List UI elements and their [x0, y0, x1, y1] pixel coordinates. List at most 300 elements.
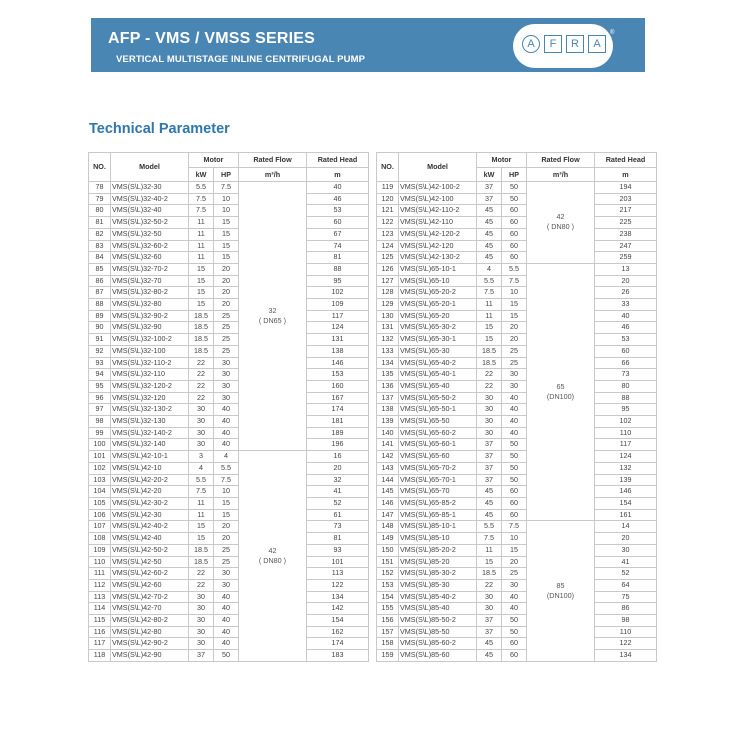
- cell-hp: 20: [502, 334, 527, 346]
- cell-model: VMS(S\L)42-70: [111, 603, 189, 615]
- cell-head: 88: [307, 263, 369, 275]
- cell-hp: 15: [214, 252, 239, 264]
- cell-head: 113: [307, 568, 369, 580]
- table-row: [377, 615, 657, 627]
- cell-hp: 10: [214, 486, 239, 498]
- cell-model: VMS(S\L)42-40: [111, 533, 189, 545]
- cell-no: 91: [89, 334, 111, 346]
- cell-head: 174: [307, 638, 369, 650]
- cell-no: 94: [89, 369, 111, 381]
- cell-hp: 30: [214, 357, 239, 369]
- col-header-head-unit: m: [307, 167, 369, 182]
- cell-no: 80: [89, 205, 111, 217]
- cell-head: 95: [307, 275, 369, 287]
- cell-head: 146: [307, 357, 369, 369]
- table-row: [377, 275, 657, 287]
- cell-kw: 4: [189, 462, 214, 474]
- cell-model: VMS(S\L)42-60-2: [111, 568, 189, 580]
- cell-no: 123: [377, 228, 399, 240]
- cell-head: 41: [307, 486, 369, 498]
- table-row: [89, 392, 369, 404]
- cell-model: VMS(S\L)65-30-2: [399, 322, 477, 334]
- table-row: [377, 591, 657, 603]
- cell-rated-flow: [527, 263, 595, 520]
- cell-kw: 37: [477, 182, 502, 194]
- cell-no: 112: [89, 579, 111, 591]
- cell-head: 117: [595, 439, 657, 451]
- cell-no: 127: [377, 275, 399, 287]
- cell-kw: 4: [477, 263, 502, 275]
- cell-no: 154: [377, 591, 399, 603]
- cell-kw: 22: [477, 369, 502, 381]
- cell-head: 66: [595, 357, 657, 369]
- cell-kw: 37: [477, 193, 502, 205]
- cell-no: 148: [377, 521, 399, 533]
- parameter-table-right: [376, 152, 657, 662]
- rated-flow-dn: ( DN65 ): [258, 316, 287, 326]
- cell-no: 100: [89, 439, 111, 451]
- cell-no: 83: [89, 240, 111, 252]
- cell-no: 157: [377, 626, 399, 638]
- cell-model: VMS(S\L)32-140: [111, 439, 189, 451]
- cell-model: VMS(S\L)42-100: [399, 193, 477, 205]
- cell-hp: 25: [214, 556, 239, 568]
- cell-model: VMS(S\L)32-120-2: [111, 380, 189, 392]
- cell-model: VMS(S\L)32-110: [111, 369, 189, 381]
- cell-no: 118: [89, 650, 111, 662]
- cell-hp: 5.5: [214, 462, 239, 474]
- cell-head: 93: [307, 544, 369, 556]
- cell-no: 137: [377, 392, 399, 404]
- cell-model: VMS(S\L)32-80: [111, 299, 189, 311]
- cell-hp: 25: [214, 345, 239, 357]
- cell-kw: 45: [477, 205, 502, 217]
- cell-head: 142: [307, 603, 369, 615]
- cell-model: VMS(S\L)32-100-2: [111, 334, 189, 346]
- cell-head: 124: [307, 322, 369, 334]
- cell-head: 259: [595, 252, 657, 264]
- cell-no: 96: [89, 392, 111, 404]
- cell-hp: 50: [502, 474, 527, 486]
- cell-hp: 5.5: [502, 263, 527, 275]
- cell-no: 124: [377, 240, 399, 252]
- cell-model: VMS(S\L)42-70-2: [111, 591, 189, 603]
- cell-kw: 3: [189, 451, 214, 463]
- cell-no: 107: [89, 521, 111, 533]
- cell-kw: 7.5: [189, 486, 214, 498]
- cell-no: 109: [89, 544, 111, 556]
- table-row: [89, 287, 369, 299]
- cell-head: 80: [595, 380, 657, 392]
- cell-hp: 20: [502, 556, 527, 568]
- cell-kw: 5.5: [477, 521, 502, 533]
- cell-hp: 40: [502, 603, 527, 615]
- cell-kw: 22: [189, 369, 214, 381]
- cell-model: VMS(S\L)85-20: [399, 556, 477, 568]
- table-row: [89, 357, 369, 369]
- cell-kw: 30: [189, 591, 214, 603]
- cell-model: VMS(S\L)65-10: [399, 275, 477, 287]
- col-header-flow: Rated Flow: [527, 153, 595, 168]
- cell-head: 110: [595, 427, 657, 439]
- cell-head: 60: [307, 217, 369, 229]
- table-row: [89, 228, 369, 240]
- cell-hp: 40: [214, 404, 239, 416]
- col-header-head: Rated Head: [595, 153, 657, 168]
- col-header-kw: kW: [477, 167, 502, 182]
- cell-head: 86: [595, 603, 657, 615]
- cell-hp: 30: [502, 380, 527, 392]
- table-row: [89, 217, 369, 229]
- cell-kw: 11: [189, 240, 214, 252]
- rated-flow-value: 42: [268, 546, 277, 555]
- table-row: [89, 603, 369, 615]
- cell-head: 153: [307, 369, 369, 381]
- cell-no: 104: [89, 486, 111, 498]
- table-row: [89, 322, 369, 334]
- table-row: [377, 638, 657, 650]
- cell-kw: 45: [477, 497, 502, 509]
- table-row: [377, 404, 657, 416]
- table-row: [89, 509, 369, 521]
- table-row: [89, 427, 369, 439]
- cell-head: 95: [595, 404, 657, 416]
- cell-head: 46: [307, 193, 369, 205]
- cell-model: VMS(S\L)85-50-2: [399, 615, 477, 627]
- cell-no: 138: [377, 404, 399, 416]
- cell-hp: 30: [214, 579, 239, 591]
- cell-model: VMS(S\L)42-10-1: [111, 451, 189, 463]
- cell-model: VMS(S\L)32-100: [111, 345, 189, 357]
- cell-model: VMS(S\L)32-80-2: [111, 287, 189, 299]
- cell-no: 119: [377, 182, 399, 194]
- cell-head: 30: [595, 544, 657, 556]
- table-row: [89, 416, 369, 428]
- cell-model: VMS(S\L)65-40-1: [399, 369, 477, 381]
- cell-kw: 5.5: [477, 275, 502, 287]
- table-row: [89, 182, 369, 194]
- cell-rated-flow: [527, 182, 595, 264]
- table-row: [89, 474, 369, 486]
- cell-model: VMS(S\L)65-85-2: [399, 497, 477, 509]
- cell-head: 134: [307, 591, 369, 603]
- cell-model: VMS(S\L)42-110-2: [399, 205, 477, 217]
- cell-model: VMS(S\L)65-60-1: [399, 439, 477, 451]
- cell-head: 73: [595, 369, 657, 381]
- col-header-hp: HP: [214, 167, 239, 182]
- cell-model: VMS(S\L)42-50: [111, 556, 189, 568]
- cell-head: 110: [595, 626, 657, 638]
- cell-hp: 25: [502, 345, 527, 357]
- cell-hp: 40: [214, 638, 239, 650]
- col-header-no: NO.: [377, 153, 399, 182]
- cell-kw: 18.5: [189, 310, 214, 322]
- cell-kw: 18.5: [189, 345, 214, 357]
- table-row: [377, 416, 657, 428]
- cell-hp: 25: [214, 310, 239, 322]
- table-row: [89, 299, 369, 311]
- registered-mark: ®: [610, 30, 615, 36]
- cell-model: VMS(S\L)32-60: [111, 252, 189, 264]
- cell-head: 122: [595, 638, 657, 650]
- cell-model: VMS(S\L)65-20-2: [399, 287, 477, 299]
- cell-model: VMS(S\L)65-60: [399, 451, 477, 463]
- cell-head: 60: [595, 345, 657, 357]
- cell-head: 183: [307, 650, 369, 662]
- cell-model: VMS(S\L)65-85-1: [399, 509, 477, 521]
- cell-hp: 60: [502, 240, 527, 252]
- cell-hp: 7.5: [502, 521, 527, 533]
- table-row: [377, 486, 657, 498]
- cell-hp: 50: [502, 439, 527, 451]
- cell-model: VMS(S\L)32-130: [111, 416, 189, 428]
- cell-hp: 15: [502, 544, 527, 556]
- cell-hp: 20: [502, 322, 527, 334]
- cell-kw: 11: [189, 228, 214, 240]
- cell-head: 53: [307, 205, 369, 217]
- series-subtitle: VERTICAL MULTISTAGE INLINE CENTRIFUGAL PUMP: [116, 54, 366, 65]
- cell-no: 79: [89, 193, 111, 205]
- cell-kw: 18.5: [189, 556, 214, 568]
- cell-no: 102: [89, 462, 111, 474]
- cell-hp: 40: [214, 427, 239, 439]
- table-row: [89, 345, 369, 357]
- cell-head: 81: [307, 252, 369, 264]
- cell-kw: 30: [477, 404, 502, 416]
- cell-kw: 22: [189, 392, 214, 404]
- cell-hp: 60: [502, 509, 527, 521]
- cell-kw: 45: [477, 486, 502, 498]
- cell-kw: 18.5: [477, 357, 502, 369]
- cell-model: VMS(S\L)85-60: [399, 650, 477, 662]
- cell-kw: 22: [189, 579, 214, 591]
- cell-no: 147: [377, 509, 399, 521]
- cell-model: VMS(S\L)65-30-1: [399, 334, 477, 346]
- rated-flow-dn: ( DN80 ): [546, 222, 575, 232]
- table-row: [377, 357, 657, 369]
- col-header-flow-unit: m³/h: [239, 167, 307, 182]
- col-header-head: Rated Head: [307, 153, 369, 168]
- cell-head: 154: [307, 615, 369, 627]
- cell-kw: 30: [189, 439, 214, 451]
- cell-kw: 15: [189, 263, 214, 275]
- table-row: [377, 392, 657, 404]
- cell-model: VMS(S\L)32-60-2: [111, 240, 189, 252]
- cell-hp: 15: [502, 299, 527, 311]
- cell-head: 32: [307, 474, 369, 486]
- table-row: [377, 521, 657, 533]
- cell-kw: 45: [477, 252, 502, 264]
- cell-hp: 60: [502, 650, 527, 662]
- cell-no: 86: [89, 275, 111, 287]
- cell-hp: 20: [214, 299, 239, 311]
- cell-no: 78: [89, 182, 111, 194]
- cell-no: 139: [377, 416, 399, 428]
- table-row: [377, 533, 657, 545]
- table-row: [89, 486, 369, 498]
- cell-model: VMS(S\L)85-40-2: [399, 591, 477, 603]
- cell-hp: 25: [502, 357, 527, 369]
- col-header-flow: Rated Flow: [239, 153, 307, 168]
- cell-model: VMS(S\L)85-60-2: [399, 638, 477, 650]
- cell-kw: 45: [477, 217, 502, 229]
- cell-head: 88: [595, 392, 657, 404]
- cell-hp: 50: [502, 182, 527, 194]
- cell-kw: 22: [189, 568, 214, 580]
- cell-kw: 11: [189, 497, 214, 509]
- cell-model: VMS(S\L)32-70: [111, 275, 189, 287]
- cell-head: 61: [307, 509, 369, 521]
- cell-head: 53: [595, 334, 657, 346]
- cell-model: VMS(S\L)32-30: [111, 182, 189, 194]
- rated-flow-value: 32: [268, 306, 277, 316]
- table-row: [377, 579, 657, 591]
- cell-head: 74: [307, 240, 369, 252]
- cell-kw: 11: [477, 299, 502, 311]
- cell-model: VMS(S\L)42-10: [111, 462, 189, 474]
- cell-no: 92: [89, 345, 111, 357]
- cell-model: VMS(S\L)65-50: [399, 416, 477, 428]
- cell-hp: 10: [214, 205, 239, 217]
- table-row: [89, 626, 369, 638]
- cell-no: 134: [377, 357, 399, 369]
- cell-hp: 15: [214, 240, 239, 252]
- cell-model: VMS(S\L)32-120: [111, 392, 189, 404]
- cell-model: VMS(S\L)42-80-2: [111, 615, 189, 627]
- cell-rated-flow: [239, 451, 307, 662]
- cell-head: 174: [307, 404, 369, 416]
- cell-hp: 7.5: [214, 182, 239, 194]
- cell-head: 194: [595, 182, 657, 194]
- cell-no: 84: [89, 252, 111, 264]
- cell-head: 217: [595, 205, 657, 217]
- cell-kw: 37: [477, 626, 502, 638]
- cell-hp: 4: [214, 451, 239, 463]
- cell-kw: 37: [189, 650, 214, 662]
- cell-hp: 20: [214, 275, 239, 287]
- cell-rated-flow: [239, 182, 307, 451]
- cell-no: 95: [89, 380, 111, 392]
- cell-hp: 7.5: [214, 474, 239, 486]
- cell-no: 81: [89, 217, 111, 229]
- cell-model: VMS(S\L)85-20-2: [399, 544, 477, 556]
- cell-no: 99: [89, 427, 111, 439]
- table-row: [377, 205, 657, 217]
- cell-head: 16: [307, 451, 369, 463]
- cell-hp: 15: [214, 217, 239, 229]
- cell-no: 128: [377, 287, 399, 299]
- cell-model: VMS(S\L)65-70-2: [399, 462, 477, 474]
- col-header-head-unit: m: [595, 167, 657, 182]
- table-row: [377, 568, 657, 580]
- cell-kw: 5.5: [189, 182, 214, 194]
- table-row: [377, 427, 657, 439]
- table-row: [89, 369, 369, 381]
- cell-kw: 45: [477, 228, 502, 240]
- cell-kw: 7.5: [477, 287, 502, 299]
- cell-no: 111: [89, 568, 111, 580]
- cell-head: 238: [595, 228, 657, 240]
- cell-no: 132: [377, 334, 399, 346]
- cell-model: VMS(S\L)42-90-2: [111, 638, 189, 650]
- cell-model: VMS(S\L)42-60: [111, 579, 189, 591]
- table-row: [377, 217, 657, 229]
- cell-model: VMS(S\L)85-30-2: [399, 568, 477, 580]
- cell-model: VMS(S\L)32-130-2: [111, 404, 189, 416]
- col-header-flow-unit: m³/h: [527, 167, 595, 182]
- cell-head: 146: [595, 486, 657, 498]
- cell-no: 142: [377, 451, 399, 463]
- table-row: [377, 380, 657, 392]
- table-row: [89, 650, 369, 662]
- rated-flow-dn: ( DN80 ): [258, 556, 287, 565]
- cell-hp: 20: [214, 287, 239, 299]
- cell-rated-flow: [527, 521, 595, 661]
- table-row: [377, 263, 657, 275]
- col-header-model: Model: [399, 153, 477, 182]
- cell-head: 109: [307, 299, 369, 311]
- cell-hp: 40: [214, 603, 239, 615]
- table-row: [89, 334, 369, 346]
- rated-flow-dn: (DN100): [546, 591, 575, 601]
- logo-letter: F: [544, 35, 562, 53]
- cell-kw: 30: [189, 638, 214, 650]
- table-row: [89, 439, 369, 451]
- cell-hp: 60: [502, 205, 527, 217]
- cell-model: VMS(S\L)32-70-2: [111, 263, 189, 275]
- cell-hp: 60: [502, 497, 527, 509]
- cell-model: VMS(S\L)42-120-2: [399, 228, 477, 240]
- cell-model: VMS(S\L)42-20: [111, 486, 189, 498]
- cell-head: 33: [595, 299, 657, 311]
- rated-flow-value: 65: [556, 382, 565, 392]
- cell-no: 125: [377, 252, 399, 264]
- table-row: [377, 462, 657, 474]
- table-row: [377, 334, 657, 346]
- cell-kw: 22: [477, 579, 502, 591]
- cell-head: 40: [595, 310, 657, 322]
- cell-model: VMS(S\L)85-40: [399, 603, 477, 615]
- table-row: [377, 626, 657, 638]
- table-row: [377, 299, 657, 311]
- cell-kw: 22: [189, 380, 214, 392]
- cell-head: 41: [595, 556, 657, 568]
- table-row: [377, 474, 657, 486]
- cell-no: 130: [377, 310, 399, 322]
- cell-head: 225: [595, 217, 657, 229]
- cell-hp: 30: [214, 568, 239, 580]
- cell-model: VMS(S\L)85-10: [399, 533, 477, 545]
- col-header-motor: Motor: [477, 153, 527, 168]
- cell-model: VMS(S\L)42-80: [111, 626, 189, 638]
- cell-head: 73: [307, 521, 369, 533]
- cell-kw: 18.5: [189, 544, 214, 556]
- table-row: [89, 205, 369, 217]
- table-row: [377, 556, 657, 568]
- cell-kw: 30: [189, 416, 214, 428]
- cell-hp: 10: [214, 193, 239, 205]
- table-row: [89, 579, 369, 591]
- cell-head: 162: [307, 626, 369, 638]
- cell-hp: 15: [214, 497, 239, 509]
- rated-flow-value: 42: [556, 212, 565, 222]
- cell-model: VMS(S\L)42-40-2: [111, 521, 189, 533]
- cell-hp: 50: [502, 451, 527, 463]
- cell-model: VMS(S\L)65-70-1: [399, 474, 477, 486]
- cell-kw: 11: [477, 544, 502, 556]
- cell-kw: 37: [477, 474, 502, 486]
- cell-hp: 20: [214, 533, 239, 545]
